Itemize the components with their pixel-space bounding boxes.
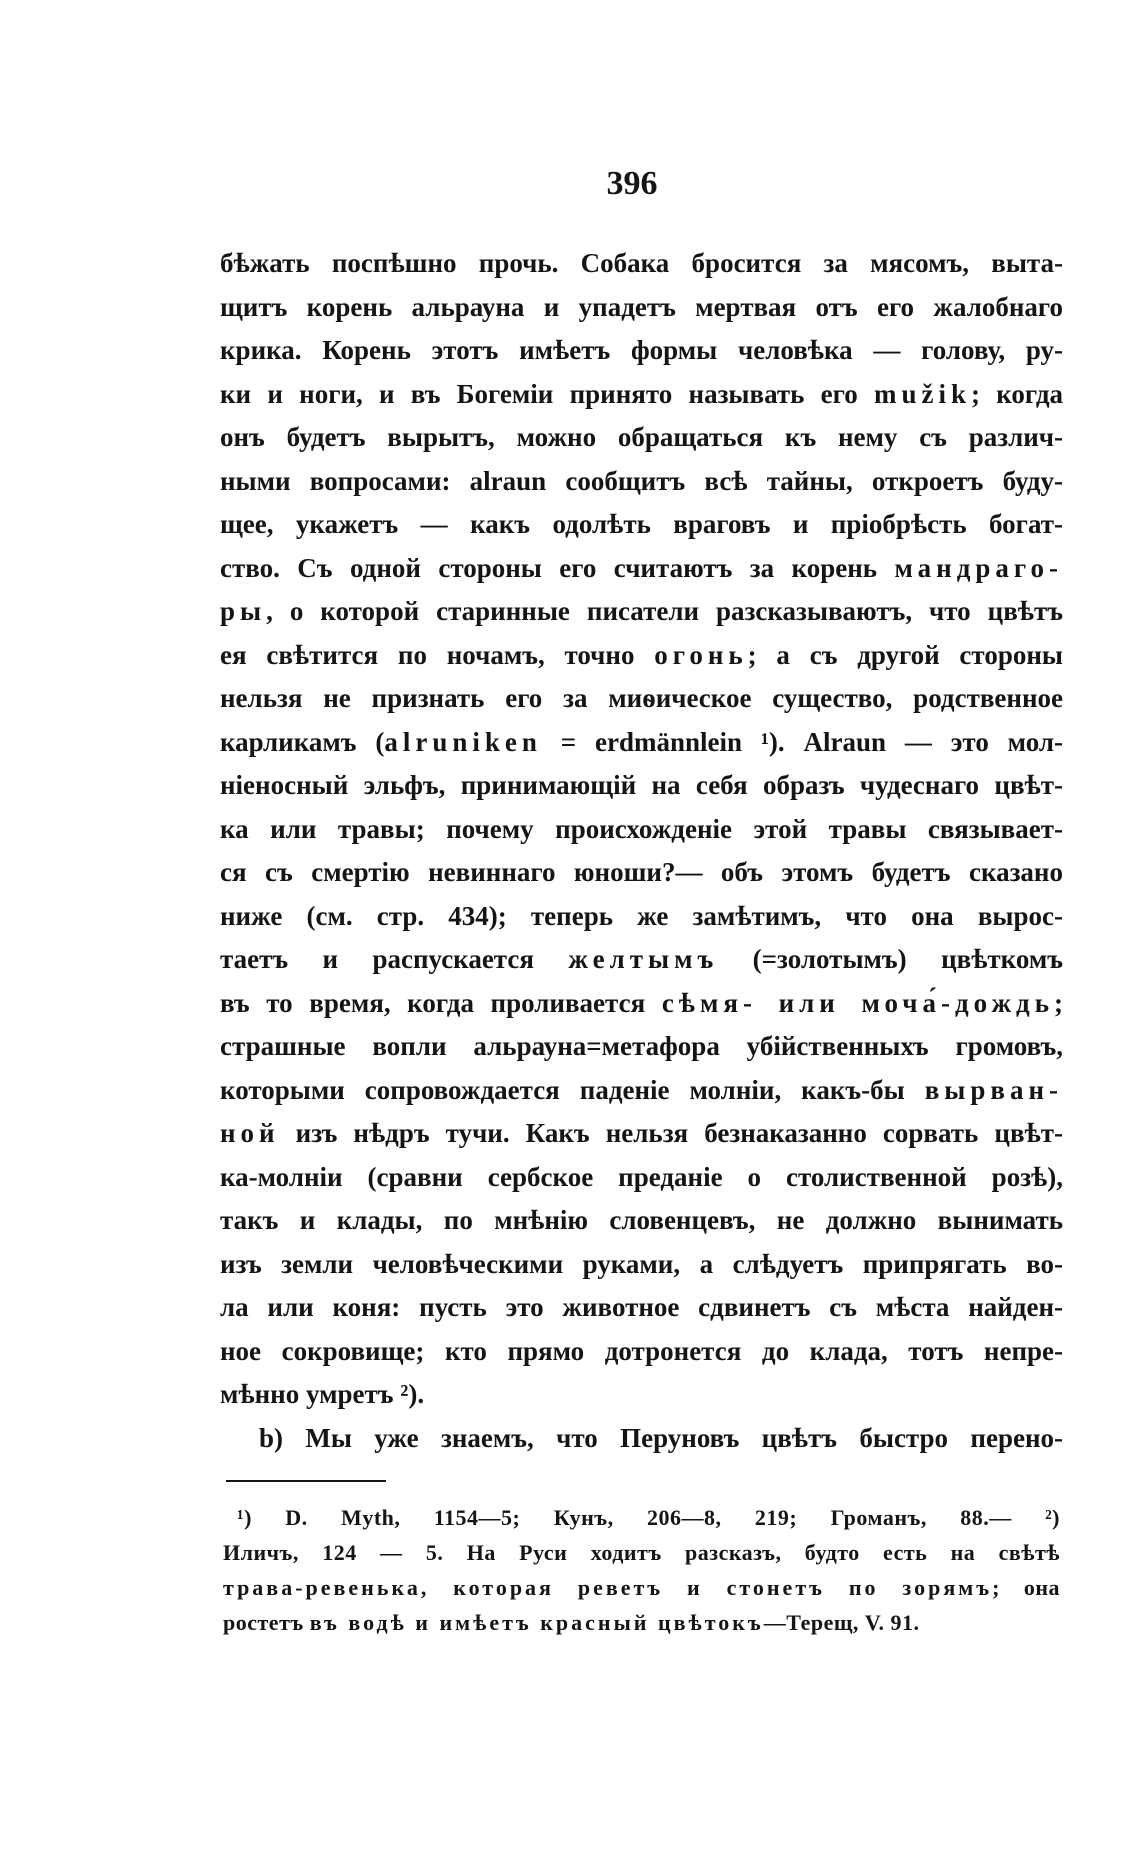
text-line <box>220 590 1063 634</box>
spaced-emphasis-text: желтымъ <box>568 944 719 974</box>
text-line <box>220 286 1063 330</box>
text-run: изъ земли человѣческими руками, а слѣдуетъ припрягать во- <box>220 1248 1063 1279</box>
text-run: ¹) D. Myth, 1154—5; Кунъ, 206—8, 219; Громанъ, 88.— ²) <box>237 1505 1060 1530</box>
text-line <box>220 895 1063 939</box>
spaced-emphasis-text: mužik <box>873 378 971 409</box>
text-line <box>220 373 1063 417</box>
spaced-emphasis-text: трава-ревенька, которая реветъ и стонетъ по зорямъ; <box>223 1575 1003 1600</box>
text-run: крика. Корень этотъ имѣетъ формы человѣка — голову, ру- <box>220 335 1063 365</box>
text-line <box>220 503 1063 547</box>
text-line <box>220 1373 1063 1417</box>
text-line <box>220 1286 1063 1330</box>
text-run: ; <box>1054 987 1063 1018</box>
text-line <box>220 1330 1063 1374</box>
spaced-emphasis-text: ры <box>220 596 267 626</box>
text-line <box>220 1112 1063 1156</box>
text-run: ; когда <box>970 378 1063 409</box>
paragraph <box>220 242 1063 1417</box>
text-line <box>220 851 1063 895</box>
paragraph <box>220 1417 1063 1461</box>
spaced-emphasis-text: сѣмя- или моча́-дождь <box>661 987 1054 1018</box>
text-line <box>220 938 1063 982</box>
footnote-line <box>223 1570 1060 1605</box>
text-line <box>220 329 1063 373</box>
text-run: ниже (см. стр. 434); теперь же замѣтимъ, что она вырос- <box>220 900 1063 931</box>
text-line <box>220 721 1063 765</box>
footnotes <box>223 1500 1060 1640</box>
text-run: ся съ смертію невиннаго юноши?— объ этомъ будетъ сказано <box>220 857 1063 887</box>
text-run: ка-молніи (сравни сербское преданіе о столиственной розѣ), <box>220 1161 1063 1192</box>
text-run: b) Мы уже знаемъ, что Перуновъ цвѣтъ быстро перено- <box>259 1422 1063 1453</box>
text-line <box>220 1156 1063 1200</box>
spaced-emphasis-text: вырван- <box>924 1074 1063 1105</box>
text-line <box>220 242 1063 286</box>
text-run: она <box>1002 1575 1060 1600</box>
text-run: ея свѣтится по ночамъ, точно <box>220 639 655 670</box>
text-line <box>220 1417 1063 1461</box>
text-run: щитъ корень альрауна и упадетъ мертвая отъ его жалобнаго <box>220 291 1063 322</box>
footnote-line <box>223 1500 1060 1535</box>
text-run: нельзя не признать его за миѳическое существо, родственное <box>220 683 1063 713</box>
text-run: ными вопросами: alraun сообщитъ всѣ тайны, откроетъ буду- <box>220 465 1063 496</box>
text-line <box>220 808 1063 852</box>
text-line <box>220 547 1063 591</box>
text-run: мѣнно умретъ ²). <box>220 1379 425 1409</box>
text-run: —Терещ, V. 91. <box>763 1610 920 1635</box>
text-run: ростетъ <box>223 1610 310 1635</box>
text-run: таетъ и распускается <box>220 944 569 974</box>
text-run: ла или коня: пусть это животное сдвинетъ съ мѣста найден- <box>220 1292 1063 1322</box>
text-run: ство. Съ одной стороны его считаютъ за корень <box>220 552 895 583</box>
spaced-emphasis-text: въ водѣ и имѣетъ красный цвѣтокъ <box>309 1610 764 1635</box>
text-line <box>220 1243 1063 1287</box>
text-run: бѣжать поспѣшно прочь. Собака бросится за мясомъ, выта- <box>220 248 1063 278</box>
footnote-line <box>223 1605 1060 1640</box>
page-number: 396 <box>606 165 658 202</box>
text-run: ное сокровище; кто прямо дотронется до клада, тотъ непре- <box>220 1335 1063 1366</box>
text-line <box>220 677 1063 721</box>
footnote-line <box>223 1535 1060 1570</box>
spaced-emphasis-text: огонь <box>654 639 748 670</box>
text-run: ; а съ другой стороны <box>747 639 1063 670</box>
text-line <box>220 1025 1063 1069</box>
footnote-separator <box>226 1480 386 1482</box>
text-line <box>220 634 1063 678</box>
text-run: страшные вопли альрауна=метафора убійственныхъ громовъ, <box>220 1031 1063 1061</box>
text-run: (=золотымъ) цвѣткомъ <box>718 944 1063 974</box>
text-run: ка или травы; почему происхожденіе этой травы связывает- <box>220 813 1063 844</box>
text-run: , о которой старинные писатели разсказываютъ, что цвѣтъ <box>266 596 1063 626</box>
spaced-emphasis-text: alruniken <box>384 726 542 757</box>
text-run: изъ нѣдръ тучи. Какъ нельзя безнаказанно сорвать цвѣт- <box>279 1118 1063 1148</box>
text-line <box>220 1199 1063 1243</box>
spaced-emphasis-text: ной <box>220 1118 280 1148</box>
text-run: карликамъ ( <box>220 726 385 757</box>
text-run: щее, укажетъ — какъ одолѣть враговъ и пріобрѣсть богат- <box>220 509 1063 539</box>
text-run: такъ и клады, по мнѣнію словенцевъ, не должно вынимать <box>220 1205 1063 1235</box>
text-line <box>220 460 1063 504</box>
text-run: = erdmännlein ¹). Alraun — это мол- <box>541 726 1064 757</box>
text-line <box>220 416 1063 460</box>
text-run: Иличъ, 124 — 5. На Руси ходитъ разсказъ, будто есть на свѣтѣ <box>223 1540 1060 1565</box>
text-line <box>220 1069 1063 1113</box>
text-run: ніеносный эльфъ, принимающій на себя образъ чудеснаго цвѣт- <box>220 770 1063 800</box>
spaced-emphasis-text: мандраго- <box>894 552 1063 583</box>
text-run: онъ будетъ вырытъ, можно обращаться къ нему съ различ- <box>220 422 1063 452</box>
text-run: въ то время, когда проливается <box>220 987 662 1018</box>
text-line <box>220 764 1063 808</box>
text-run: которыми сопровождается паденіе молніи, какъ-бы <box>220 1074 925 1105</box>
text-run: ки и ноги, и въ Богеміи принято называть его <box>220 378 874 409</box>
main-text <box>220 242 1063 1460</box>
text-line <box>220 982 1063 1026</box>
